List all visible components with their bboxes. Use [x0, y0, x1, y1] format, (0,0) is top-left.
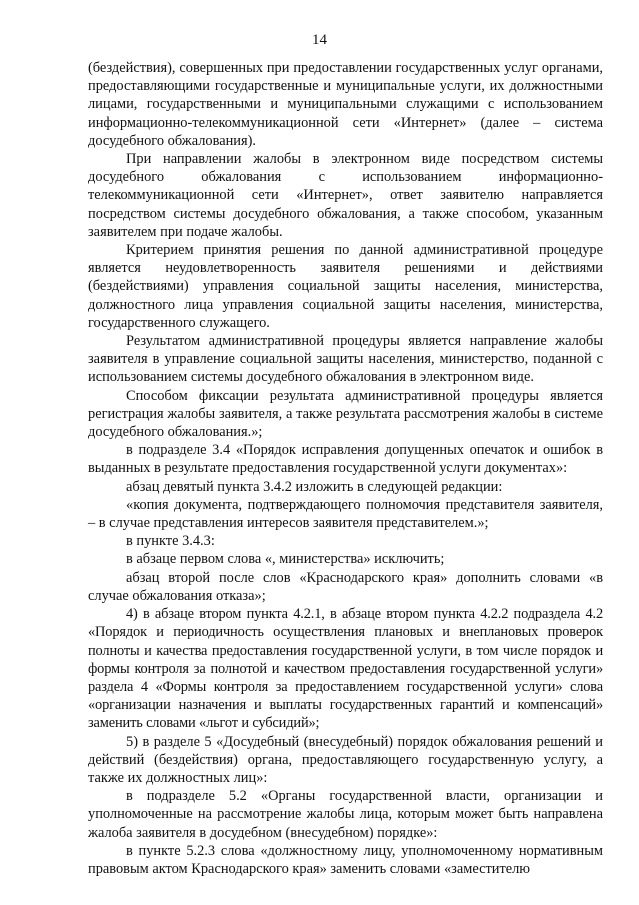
paragraph-10: в абзаце первом слова «, министерства» исключить; [126, 551, 445, 568]
paragraph-4: Результатом административной процедуры является направление жалобы заявителя в управление социальной защиты населения, министерство, поданной с использованием системы досудебного обжалования в электронном виде. [88, 333, 603, 386]
paragraph-9: в пункте 3.4.3: [126, 533, 215, 550]
paragraph-13: 5) в разделе 5 «Досудебный (внесудебный) порядок обжалования решений и действий (бездействия) органа, предоставляющего государственную услугу, а также их должностных лиц»: [88, 733, 603, 786]
paragraph-3: Критерием принятия решения по данной административной процедуре является неудовлетворенность заявителя решениями и действиями (бездействиями) управления социальной защиты населения, министерства, должностного лица управления социальной защиты населения, министерства, государственного служащего. [88, 242, 603, 331]
paragraph-11: абзац второй после слов «Краснодарского края» дополнить словами «в случае обжалования отказа»; [88, 569, 603, 604]
paragraph-8: «копия документа, подтверждающего полномочия представителя заявителя, – в случае представления интересов заявителя представителем.»; [88, 496, 603, 532]
paragraph-12: 4) в абзаце втором пункта 4.2.1, в абзаце втором пункта 4.2.2 подраздела 4.2 «Порядок и периодичность осуществления плановых и внеплановых проверок полноты и качества предоставления государственной услуги, в том числе порядок и формы контроля за полнотой и качеством предоставления государственной услуги» раздела 4 «Формы контроля за предоставлением государственной услуги» слова «организации назначения и выплаты государственных гарантий и компенсаций» заменить словами «льгот и субсидий»; [88, 606, 603, 732]
paragraph-7: абзац девятый пункта 3.4.2 изложить в следующей редакции: [126, 478, 503, 495]
page-number: 14 [312, 32, 327, 48]
paragraph-1: (бездействия), совершенных при предоставлении государственных услуг органами, предоставляющими государственные и муниципальные услуги, их должностными лицами, государственными и муниципальными служащими с использованием информационно-телекоммуникационной сети «Интернет» (далее – система досудебного обжалования). [88, 60, 603, 149]
paragraph-6: в подразделе 3.4 «Порядок исправления допущенных опечаток и ошибок в выданных в результате предоставления государственной услуги документах»: [88, 442, 603, 477]
paragraph-14: в подразделе 5.2 «Органы государственной власти, организации и уполномоченные на рассмотрение жалобы лица, которым может быть направлена жалоба заявителя в досудебном (внесудебном) порядке»: [88, 788, 603, 841]
paragraph-2: При направлении жалобы в электронном виде посредством системы досудебного обжалования с использованием информационно-телекоммуникационной сети «Интернет», ответ заявителю направляется посредством системы досудебного обжалования, а также способом, указанным заявителем при подаче жалобы. [88, 151, 603, 240]
paragraph-15: в пункте 5.2.3 слова «должностному лицу, уполномоченному нормативным правовым актом Краснодарского края» заменить словами «заместителю [88, 842, 603, 877]
document-body [88, 59, 603, 878]
paragraph-5: Способом фиксации результата административной процедуры является регистрация жалобы заявителя, а также результата рассмотрения жалобы в системе досудебного обжалования.»; [88, 387, 603, 441]
